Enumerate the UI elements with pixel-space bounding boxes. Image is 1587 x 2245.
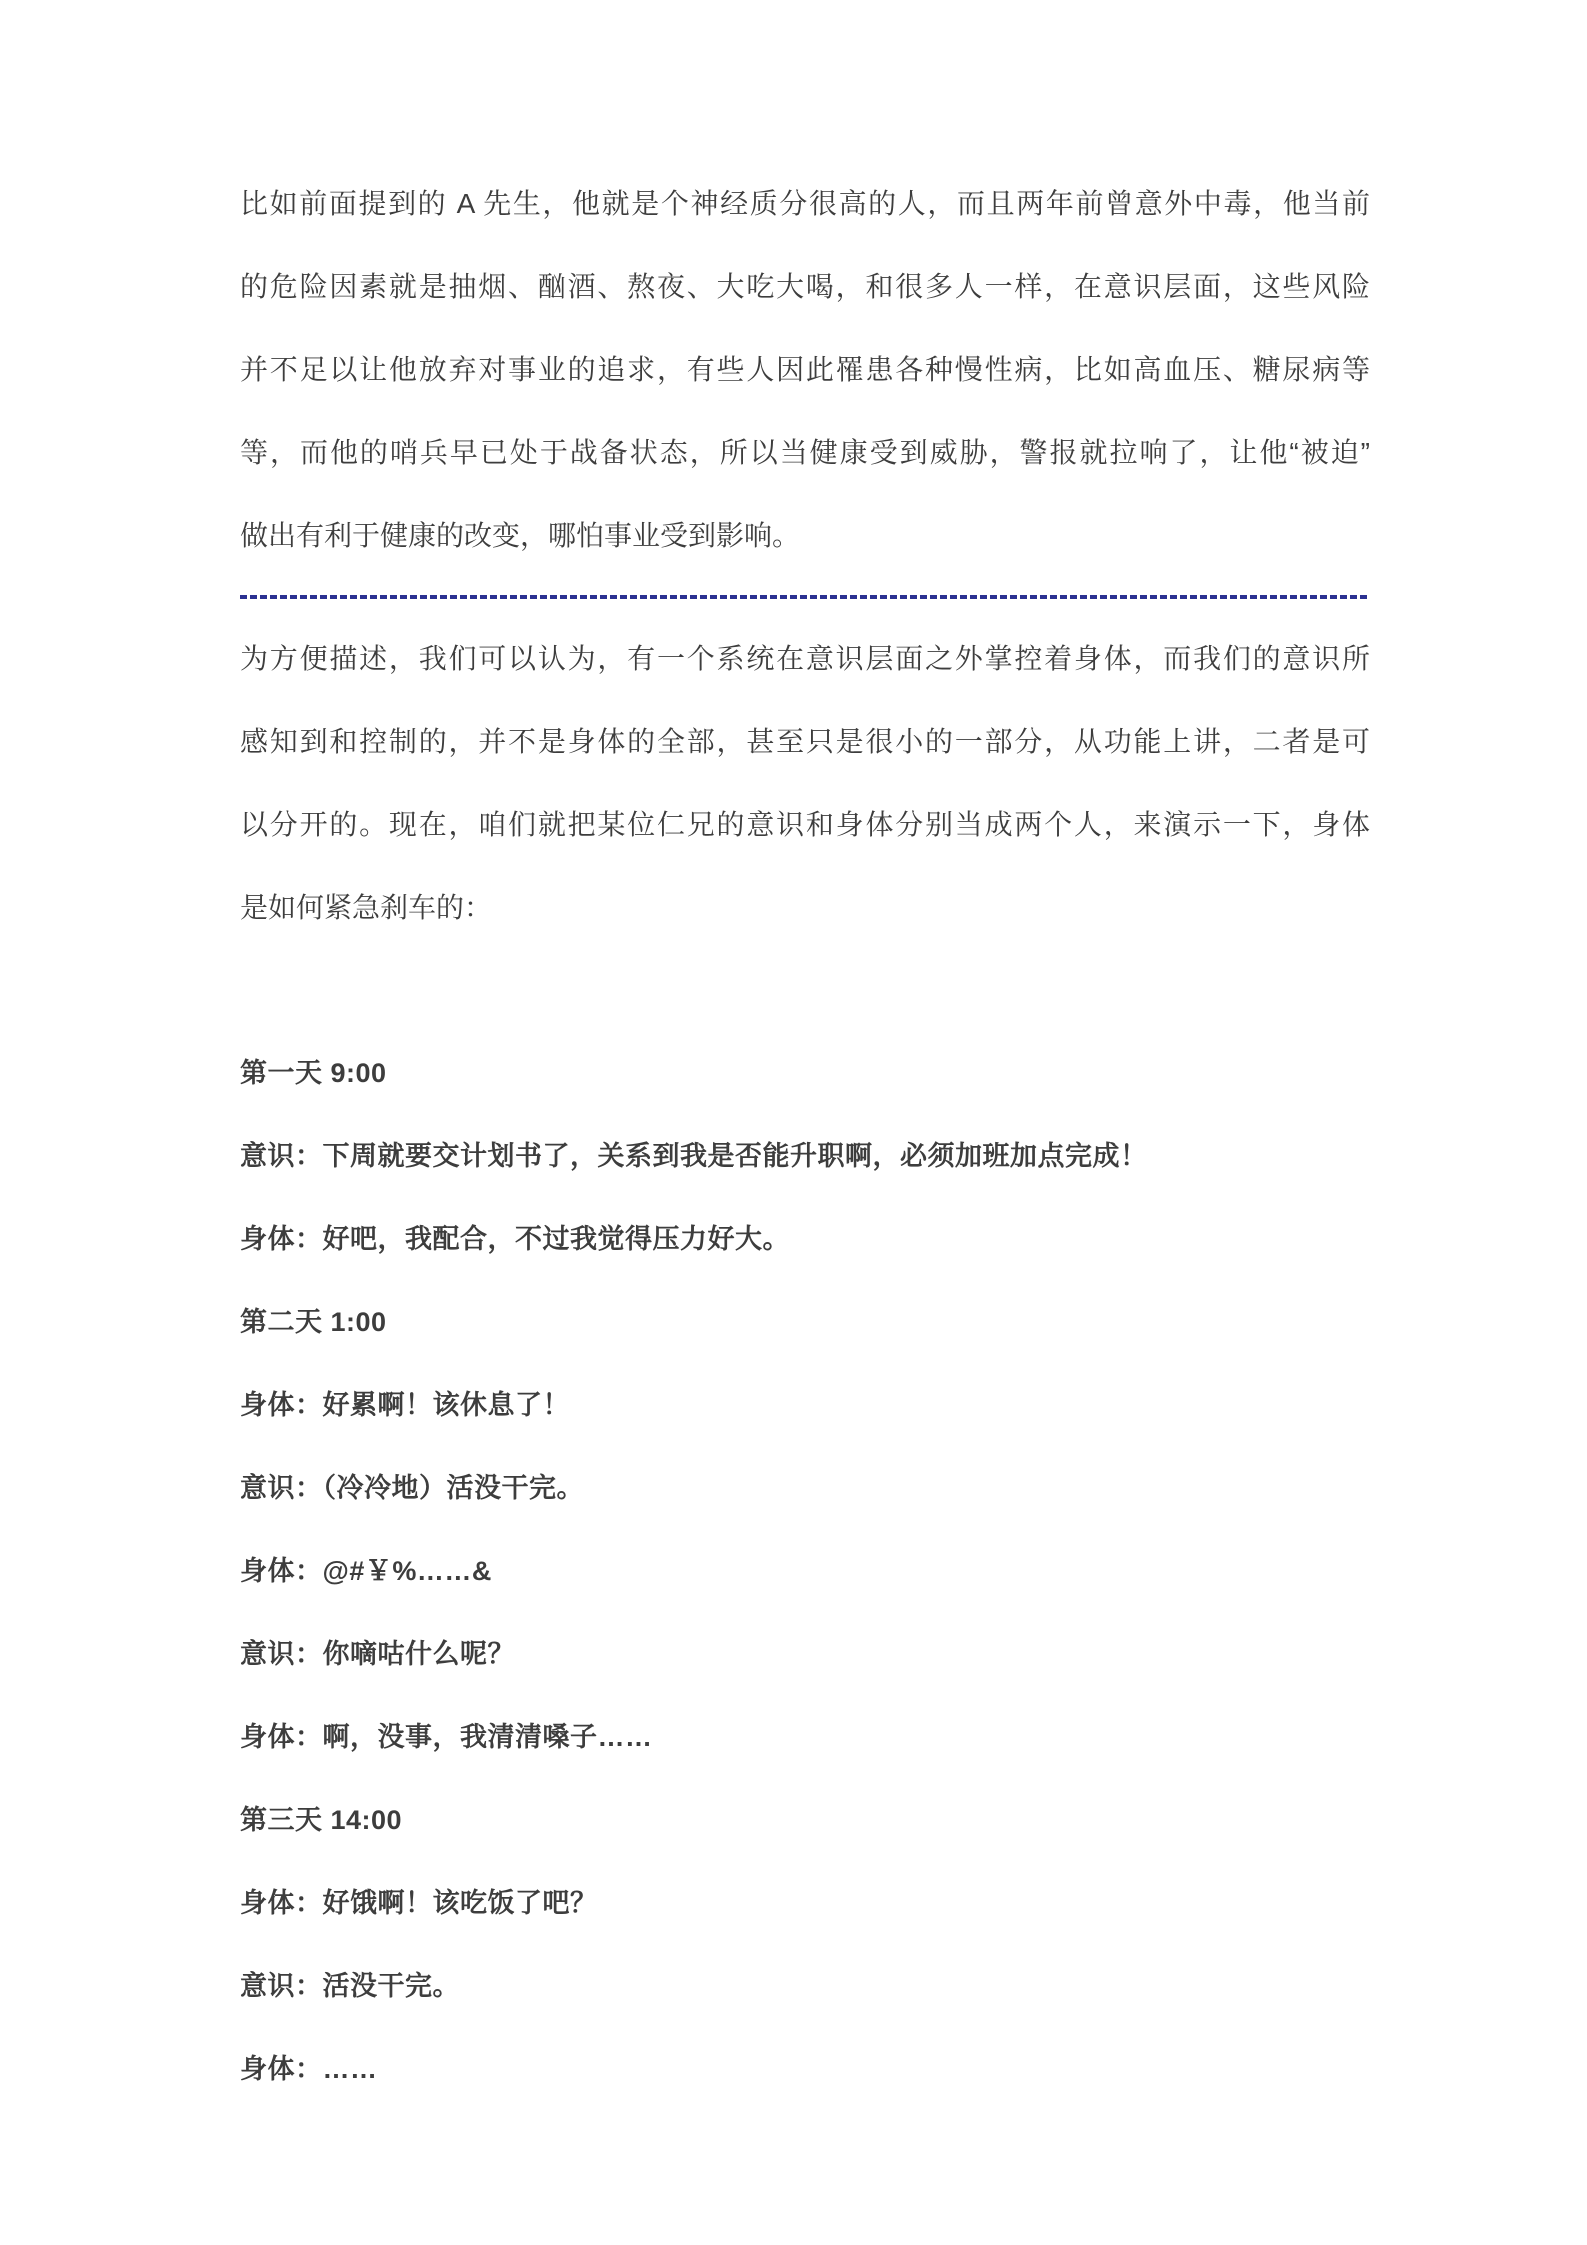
day-1-heading: 第一天 9:00 xyxy=(240,1058,387,1088)
dialogue-line-body: 身体：…… xyxy=(240,2054,378,2084)
blank-line xyxy=(240,949,1370,1032)
dialogue-line-mind: 意识：你嘀咕什么呢？ xyxy=(240,1639,515,1669)
paragraph-1-line-2: 的危险因素就是抽烟、酗酒、熬夜、大吃大喝，和很多人一样，在意识层面，这些风险 xyxy=(240,271,1370,302)
paragraph-1-line-1: 比如前面提到的 A 先生，他就是个神经质分很高的人，而且两年前曾意外中毒，他当前 xyxy=(240,188,1370,219)
dialogue-line-mind: 意识：下周就要交计划书了，关系到我是否能升职啊，必须加班加点完成！ xyxy=(240,1141,1148,1171)
paragraph-2-line-4: 是如何紧急刹车的： xyxy=(240,892,493,923)
paragraph-2-line-2: 感知到和控制的，并不是身体的全部，甚至只是很小的一部分，从功能上讲，二者是可 xyxy=(240,726,1370,757)
day-2-heading: 第二天 1:00 xyxy=(240,1307,387,1337)
dialogue-line-body: 身体：啊，没事，我清清嗓子…… xyxy=(240,1722,653,1752)
paragraph-1-line-4: 等，而他的哨兵早已处于战备状态，所以当健康受到威胁，警报就拉响了，让他“被迫” xyxy=(240,437,1370,468)
dialogue-line-body: 身体：好累啊！该休息了！ xyxy=(240,1390,570,1420)
dialogue-line-body: 身体：好饿啊！该吃饭了吧？ xyxy=(240,1888,598,1918)
dialogue-line-mind: 意识：（冷冷地）活没干完。 xyxy=(240,1473,584,1503)
paragraph-1-line-3: 并不足以让他放弃对事业的追求，有些人因此罹患各种慢性病，比如高血压、糖尿病等 xyxy=(240,354,1370,385)
document-content xyxy=(240,162,1370,2111)
paragraph-2-line-3: 以分开的。现在，咱们就把某位仁兄的意识和身体分别当成两个人，来演示一下，身体 xyxy=(240,809,1370,840)
dashed-divider xyxy=(240,577,1370,617)
paragraph-2-line-1: 为方便描述，我们可以认为，有一个系统在意识层面之外掌控着身体，而我们的意识所 xyxy=(240,643,1370,674)
dialogue-line-mind: 意识：活没干完。 xyxy=(240,1971,460,2001)
paragraph-1-line-5: 做出有利于健康的改变，哪怕事业受到影响。 xyxy=(240,520,801,551)
dialogue-line-body: 身体：@#￥%……& xyxy=(240,1556,492,1586)
dialogue-line-body: 身体：好吧，我配合，不过我觉得压力好大。 xyxy=(240,1224,790,1254)
dashed-divider-line xyxy=(240,595,1370,599)
day-3-heading: 第三天 14:00 xyxy=(240,1805,403,1835)
